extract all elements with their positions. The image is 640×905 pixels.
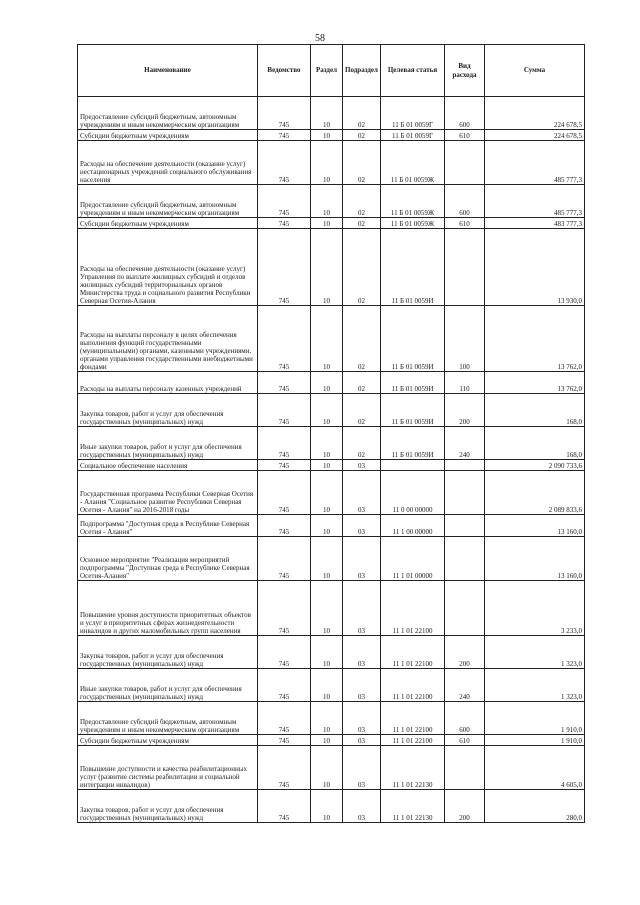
- header-statya: Целевая статья: [381, 45, 445, 97]
- table-row: [78, 427, 585, 460]
- row-razdel: 10: [311, 636, 343, 669]
- table-row: [78, 141, 585, 185]
- table-row: [78, 669, 585, 702]
- row-vid: 200: [445, 636, 485, 669]
- row-razdel: 10: [311, 130, 343, 141]
- row-vedomstvo: 745: [258, 460, 311, 471]
- row-razdel: 10: [311, 97, 343, 130]
- table-row: [78, 702, 585, 735]
- row-podrazdel: 02: [343, 130, 381, 141]
- row-summa: 13 930,0: [485, 229, 585, 306]
- table-row: [78, 229, 585, 306]
- row-statya: 11 1 01 22100: [381, 636, 445, 669]
- row-vid: [445, 471, 485, 515]
- row-podrazdel: 03: [343, 581, 381, 636]
- row-podrazdel: 03: [343, 515, 381, 537]
- row-statya: 11 1 01 22100: [381, 702, 445, 735]
- header-summa: Сумма: [485, 45, 585, 97]
- row-vid: 600: [445, 97, 485, 130]
- row-name: Закупка товаров, работ и услуг для обеспечения государственных (муниципальных) нужд: [78, 394, 258, 427]
- row-vedomstvo: 745: [258, 790, 311, 823]
- row-vedomstvo: 745: [258, 141, 311, 185]
- row-name: Иные закупки товаров, работ и услуг для обеспечения государственных (муниципальных) нужд: [78, 669, 258, 702]
- row-podrazdel: 02: [343, 141, 381, 185]
- row-summa: 224 678,5: [485, 97, 585, 130]
- header-razdel: Раздел: [311, 45, 343, 97]
- row-vedomstvo: 745: [258, 515, 311, 537]
- row-vid: 610: [445, 218, 485, 229]
- table-row: [78, 97, 585, 130]
- table-row: [78, 746, 585, 790]
- header-vedomstvo: Ведомство: [258, 45, 311, 97]
- row-name: Повышение уровня доступности приоритетных объектов и услуг в приоритетных сферах жизнедеятельности инвалидов и других маломобильных групп населения: [78, 581, 258, 636]
- row-vid: [445, 746, 485, 790]
- row-podrazdel: 03: [343, 702, 381, 735]
- row-vid: [445, 581, 485, 636]
- row-summa: 485 777,3: [485, 141, 585, 185]
- row-statya: 11 1 01 22100: [381, 735, 445, 746]
- row-razdel: 10: [311, 515, 343, 537]
- row-vid: 100: [445, 306, 485, 372]
- row-vid: [445, 229, 485, 306]
- row-name: Субсидии бюджетным учреждениям: [78, 130, 258, 141]
- row-vedomstvo: 745: [258, 218, 311, 229]
- row-summa: 280,0: [485, 790, 585, 823]
- row-summa: 2 090 733,6: [485, 460, 585, 471]
- row-razdel: 10: [311, 735, 343, 746]
- row-vedomstvo: 745: [258, 471, 311, 515]
- row-statya: 11 Б 01 0059И: [381, 306, 445, 372]
- row-vid: 600: [445, 702, 485, 735]
- row-vid: 200: [445, 394, 485, 427]
- row-summa: 483 777,3: [485, 218, 585, 229]
- row-podrazdel: 02: [343, 218, 381, 229]
- row-name: Расходы на обеспечение деятельности (оказание услуг) Управления по выплате жилищных субсидий и отделов жилищных субсидий территориальных органов Министерства труда и социального развития Республики Северная Осетия-Алания: [78, 229, 258, 306]
- row-vid: 110: [445, 372, 485, 394]
- budget-table: [77, 44, 585, 823]
- row-vid: 610: [445, 130, 485, 141]
- row-statya: 11 Б 01 0059Ж: [381, 185, 445, 218]
- row-name: Субсидии бюджетным учреждениям: [78, 735, 258, 746]
- row-razdel: 10: [311, 460, 343, 471]
- row-podrazdel: 02: [343, 394, 381, 427]
- row-vedomstvo: 745: [258, 372, 311, 394]
- table-row: [78, 735, 585, 746]
- row-statya: 11 Б 01 0059И: [381, 427, 445, 460]
- row-vid: [445, 460, 485, 471]
- row-name: Повышение доступности и качества реабилитационных услуг (развитие системы реабилитации и социальной интеграции инвалидов): [78, 746, 258, 790]
- row-name: Социальное обеспечение населения: [78, 460, 258, 471]
- row-statya: 11 1 00 00000: [381, 515, 445, 537]
- row-razdel: 10: [311, 746, 343, 790]
- row-podrazdel: 03: [343, 460, 381, 471]
- row-name: Расходы на выплаты персоналу казенных учреждений: [78, 372, 258, 394]
- row-summa: 168,0: [485, 394, 585, 427]
- table-row: [78, 394, 585, 427]
- row-statya: 11 Б 01 0059Ж: [381, 141, 445, 185]
- row-name: Основное мероприятие "Реализация мероприятий подпрограммы "Доступная среда в Республике Северная Осетия-Алания": [78, 537, 258, 581]
- row-vedomstvo: 745: [258, 394, 311, 427]
- row-summa: 224 678,5: [485, 130, 585, 141]
- row-summa: 13 160,0: [485, 515, 585, 537]
- row-statya: 11 Б 01 0059Ж: [381, 218, 445, 229]
- row-statya: 11 1 01 22100: [381, 669, 445, 702]
- row-name: Расходы на выплаты персоналу в целях обеспечения выполнения функций государственными (муниципальными) органами, казенными учреждениями, органами управления государственными внебюджетными фондами: [78, 306, 258, 372]
- row-name: Подпрограмма "Доступная среда в Республике Северная Осетия - Алания": [78, 515, 258, 537]
- row-summa: 3 233,0: [485, 581, 585, 636]
- row-summa: 168,0: [485, 427, 585, 460]
- row-razdel: 10: [311, 185, 343, 218]
- row-vid: 240: [445, 427, 485, 460]
- table-row: [78, 306, 585, 372]
- row-vedomstvo: 745: [258, 185, 311, 218]
- table-row: [78, 537, 585, 581]
- row-name: Субсидии бюджетным учреждениям: [78, 218, 258, 229]
- row-vid: [445, 141, 485, 185]
- table-row: [78, 790, 585, 823]
- row-vedomstvo: 745: [258, 702, 311, 735]
- row-podrazdel: 03: [343, 669, 381, 702]
- row-statya: 11 1 01 22130: [381, 790, 445, 823]
- row-statya: 11 1 01 22100: [381, 581, 445, 636]
- row-name: Закупка товаров, работ и услуг для обеспечения государственных (муниципальных) нужд: [78, 790, 258, 823]
- table-row: [78, 372, 585, 394]
- row-podrazdel: 02: [343, 372, 381, 394]
- row-vedomstvo: 745: [258, 636, 311, 669]
- row-podrazdel: 02: [343, 427, 381, 460]
- row-razdel: 10: [311, 394, 343, 427]
- row-statya: 11 0 00 00000: [381, 471, 445, 515]
- row-podrazdel: 02: [343, 306, 381, 372]
- row-podrazdel: 03: [343, 636, 381, 669]
- row-summa: 13 762,0: [485, 372, 585, 394]
- row-razdel: 10: [311, 471, 343, 515]
- row-summa: 1 910,0: [485, 735, 585, 746]
- row-name: Государственная программа Республики Северная Осетия - Алания "Социальное развитие Республики Северная Осетия - Алания" на 2016-2018 годы: [78, 471, 258, 515]
- row-vedomstvo: 745: [258, 735, 311, 746]
- row-vedomstvo: 745: [258, 537, 311, 581]
- row-summa: 1 323,0: [485, 636, 585, 669]
- row-statya: 11 Б 01 0059И: [381, 394, 445, 427]
- row-vedomstvo: 745: [258, 581, 311, 636]
- row-summa: 1 323,0: [485, 669, 585, 702]
- table-row: [78, 130, 585, 141]
- table-row: [78, 581, 585, 636]
- table-body: [78, 97, 585, 823]
- row-razdel: 10: [311, 229, 343, 306]
- row-vedomstvo: 745: [258, 229, 311, 306]
- row-razdel: 10: [311, 218, 343, 229]
- row-podrazdel: 03: [343, 537, 381, 581]
- row-podrazdel: 03: [343, 790, 381, 823]
- row-name: Иные закупки товаров, работ и услуг для обеспечения государственных (муниципальных) нужд: [78, 427, 258, 460]
- row-statya: 11 Б 01 0059Г: [381, 130, 445, 141]
- row-statya: 11 Б 01 0059И: [381, 229, 445, 306]
- row-razdel: 10: [311, 537, 343, 581]
- row-vid: 610: [445, 735, 485, 746]
- row-razdel: 10: [311, 306, 343, 372]
- row-podrazdel: 02: [343, 97, 381, 130]
- row-summa: 1 910,0: [485, 702, 585, 735]
- row-razdel: 10: [311, 372, 343, 394]
- table-header-row: [78, 45, 585, 97]
- row-vid: [445, 515, 485, 537]
- header-podrazdel: Подраздел: [343, 45, 381, 97]
- row-name: Расходы на обеспечение деятельности (оказание услуг) нестационарных учреждений социального обслуживания населения: [78, 141, 258, 185]
- table-row: [78, 185, 585, 218]
- row-summa: 13 762,0: [485, 306, 585, 372]
- row-vid: 200: [445, 790, 485, 823]
- table-row: [78, 218, 585, 229]
- row-vedomstvo: 745: [258, 427, 311, 460]
- row-statya: 11 Б 01 0059И: [381, 372, 445, 394]
- table-row: [78, 636, 585, 669]
- row-vedomstvo: 745: [258, 669, 311, 702]
- table-row: [78, 471, 585, 515]
- row-vedomstvo: 745: [258, 746, 311, 790]
- row-podrazdel: 03: [343, 746, 381, 790]
- row-name: Закупка товаров, работ и услуг для обеспечения государственных (муниципальных) нужд: [78, 636, 258, 669]
- row-vid: 600: [445, 185, 485, 218]
- row-statya: 11 1 01 22130: [381, 746, 445, 790]
- row-summa: 2 089 833,6: [485, 471, 585, 515]
- row-razdel: 10: [311, 790, 343, 823]
- row-vedomstvo: 745: [258, 306, 311, 372]
- row-summa: 485 777,3: [485, 185, 585, 218]
- table-row: [78, 460, 585, 471]
- row-statya: 11 1 01 00000: [381, 537, 445, 581]
- row-summa: 13 160,0: [485, 537, 585, 581]
- row-podrazdel: 03: [343, 471, 381, 515]
- row-razdel: 10: [311, 427, 343, 460]
- row-name: Предоставление субсидий бюджетным, автономным учреждениям и иным некоммерческим организациям: [78, 97, 258, 130]
- table-row: [78, 515, 585, 537]
- row-razdel: 10: [311, 581, 343, 636]
- row-summa: 4 605,0: [485, 746, 585, 790]
- row-razdel: 10: [311, 702, 343, 735]
- row-name: Предоставление субсидий бюджетным, автономным учреждениям и иным некоммерческим организациям: [78, 185, 258, 218]
- row-statya: [381, 460, 445, 471]
- row-razdel: 10: [311, 141, 343, 185]
- row-vedomstvo: 745: [258, 130, 311, 141]
- header-vid: Вид расхода: [445, 45, 485, 97]
- row-vid: [445, 537, 485, 581]
- header-name: Наименование: [78, 45, 258, 97]
- row-podrazdel: 02: [343, 229, 381, 306]
- row-podrazdel: 02: [343, 185, 381, 218]
- row-statya: 11 Б 01 0059Г: [381, 97, 445, 130]
- row-vid: 240: [445, 669, 485, 702]
- row-name: Предоставление субсидий бюджетным, автономным учреждениям и иным некоммерческим организациям: [78, 702, 258, 735]
- row-razdel: 10: [311, 669, 343, 702]
- page-number: 58: [315, 33, 325, 44]
- row-podrazdel: 03: [343, 735, 381, 746]
- row-vedomstvo: 745: [258, 97, 311, 130]
